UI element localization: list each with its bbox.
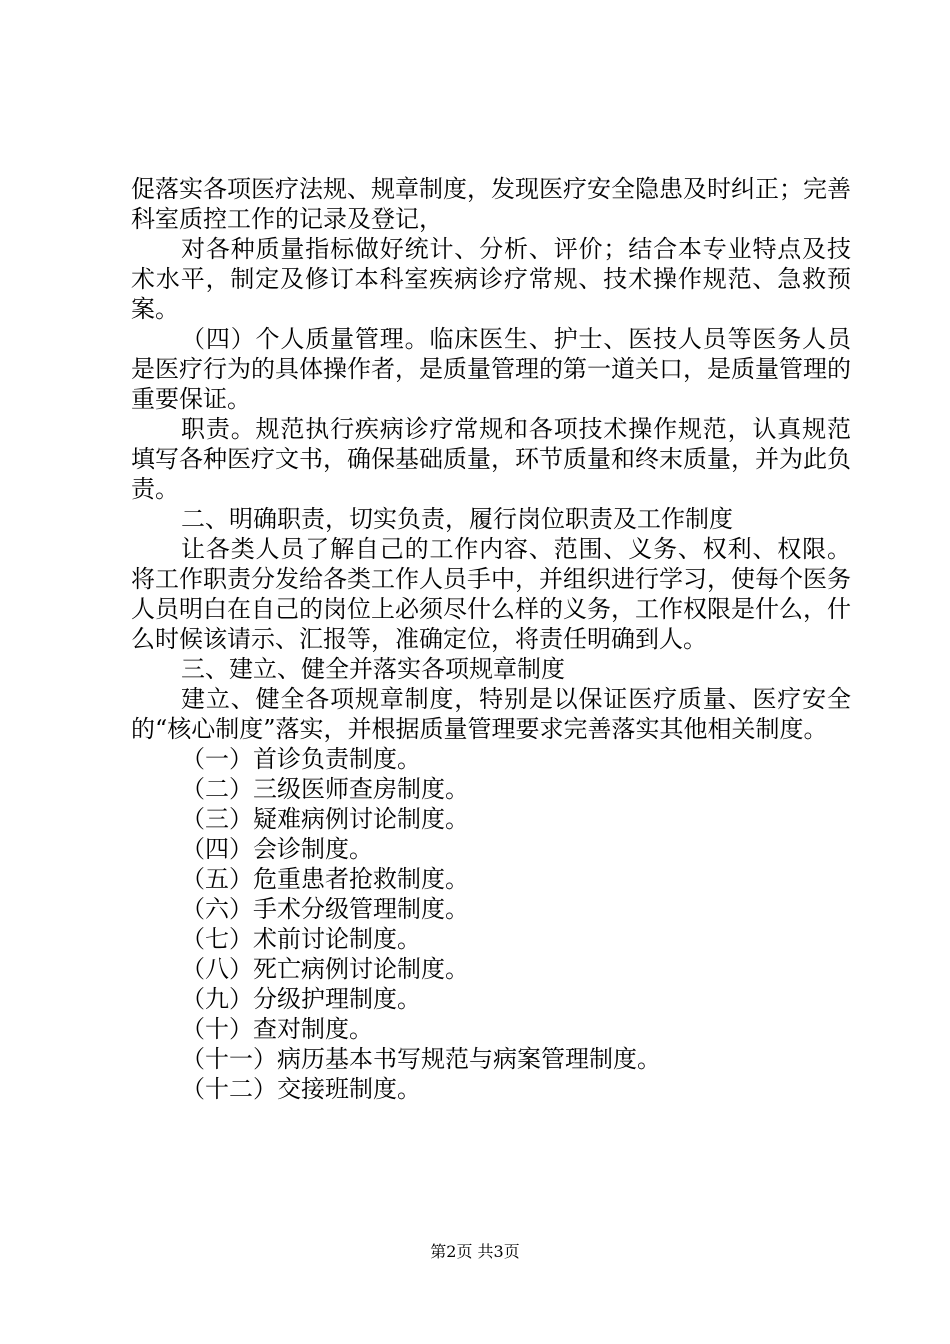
page-footer: 第2页 共3页: [430, 1242, 520, 1261]
list-item: （二）三级医师查房制度。: [181, 775, 469, 803]
paragraph-job-responsibilities: 让各类人员了解自己的工作内容、范围、义务、权利、权限。将工作职责分发给各类工作人员手中，并组织进行学习，使每个医务人员明白在自己的岗位上必须尽什么样的义务，工作权限是什么，什么时候该请示、汇报等，准确定位，将责任明确到人。: [131, 535, 851, 653]
list-item: （八）死亡病例讨论制度。: [181, 955, 469, 983]
paragraph-personal-quality-management: （四）个人质量管理。临床医生、护士、医技人员等医务人员是医疗行为的具体操作者，是质量管理的第一道关口，是质量管理的重要保证。: [131, 325, 851, 413]
list-item: （九）分级护理制度。: [181, 985, 421, 1013]
paragraph-core-systems: 建立、健全各项规章制度，特别是以保证医疗质量、医疗安全的“核心制度”落实，并根据质量管理要求完善落实其他相关制度。: [131, 685, 851, 743]
section-heading-3: 三、建立、健全并落实各项规章制度: [181, 655, 565, 683]
paragraph-duties: 职责。规范执行疾病诊疗常规和各项技术操作规范，认真规范填写各种医疗文书，确保基础质量，环节质量和终末质量，并为此负责。: [131, 415, 851, 503]
list-item: （三）疑难病例讨论制度。: [181, 805, 469, 833]
list-item: （一）首诊负责制度。: [181, 745, 421, 773]
core-systems-list: [131, 744, 851, 1104]
list-item: （十）查对制度。: [181, 1015, 373, 1043]
paragraph-quality-control-continued: 促落实各项医疗法规、规章制度，发现医疗安全隐患及时纠正；完善科室质控工作的记录及登记，: [131, 175, 851, 233]
list-item: （十一）病历基本书写规范与病案管理制度。: [181, 1045, 661, 1073]
document-body: [131, 174, 851, 1104]
list-item: （六）手术分级管理制度。: [181, 895, 469, 923]
section-heading-2: 二、明确职责，切实负责，履行岗位职责及工作制度: [181, 505, 733, 533]
list-item: （五）危重患者抢救制度。: [181, 865, 469, 893]
list-item: （四）会诊制度。: [181, 835, 373, 863]
paragraph-quality-indicators: 对各种质量指标做好统计、分析、评价；结合本专业特点及技术水平，制定及修订本科室疾病诊疗常规、技术操作规范、急救预案。: [131, 235, 851, 323]
list-item: （十二）交接班制度。: [181, 1075, 421, 1103]
list-item: （七）术前讨论制度。: [181, 925, 421, 953]
